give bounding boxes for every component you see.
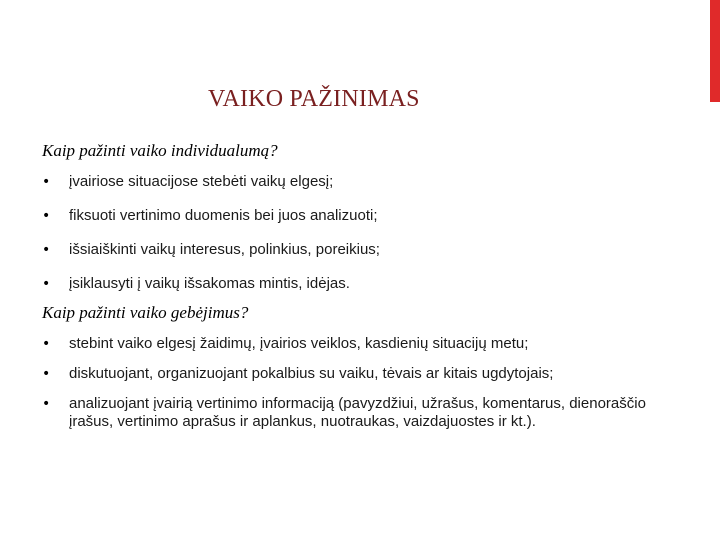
list-item xyxy=(42,335,682,353)
bullet-icon: • xyxy=(42,336,51,352)
bullet-icon: • xyxy=(42,174,51,190)
list-item xyxy=(42,241,682,259)
list-item xyxy=(42,173,682,191)
list-item-text: analizuojant įvairią vertinimo informaciją (pavyzdžiui, užrašus, komentarus, dienoraščio įrašus, vertinimo aprašus ir aplankus, nuotraukas, vaizdajuostes ir kt.). xyxy=(69,395,646,430)
bullet-icon: • xyxy=(42,396,51,412)
list-item xyxy=(42,275,682,293)
list-item-text: stebint vaiko elgesį žaidimų, įvairios veiklos, kasdienių situacijų metu; xyxy=(69,335,529,352)
slide-content xyxy=(42,141,682,443)
list-item-text: įsiklausyti į vaikų išsakomas mintis, idėjas. xyxy=(69,275,350,292)
bullet-icon: • xyxy=(42,366,51,382)
slide-title: VAIKO PAŽINIMAS xyxy=(208,86,420,112)
list-item-text: išsiaiškinti vaikų interesus, polinkius, poreikius; xyxy=(69,241,380,258)
section-question: Kaip pažinti vaiko individualumą? xyxy=(42,141,278,160)
bullet-icon: • xyxy=(42,242,51,258)
section-question: Kaip pažinti vaiko gebėjimus? xyxy=(42,303,249,322)
list-item-text: diskutuojant, organizuojant pokalbius su vaiku, tėvais ar kitais ugdytojais; xyxy=(69,365,554,382)
list-item-text: fiksuoti vertinimo duomenis bei juos analizuoti; xyxy=(69,207,378,224)
list-item xyxy=(42,207,682,225)
list-item xyxy=(42,365,682,383)
bullet-icon: • xyxy=(42,276,51,292)
bullet-list xyxy=(42,335,682,431)
bullet-list xyxy=(42,173,682,293)
list-item-text: įvairiose situacijose stebėti vaikų elgesį; xyxy=(69,173,334,190)
bullet-icon: • xyxy=(42,208,51,224)
accent-bar xyxy=(710,0,720,102)
list-item xyxy=(42,395,682,431)
